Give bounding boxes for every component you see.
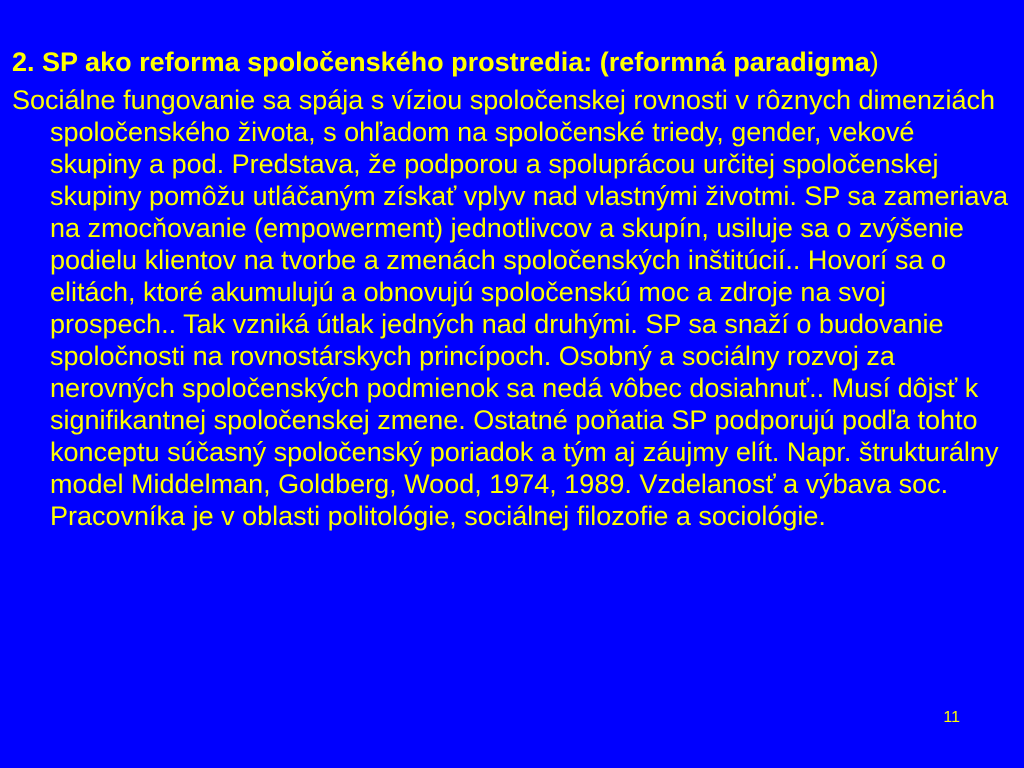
slide-heading [12, 46, 1012, 78]
slide-body-text: Sociálne fungovanie sa spája s víziou spoločenskej rovnosti v rôznych dimenziách spoločenského života, s ohľadom na spoločenské triedy, gender, vekové skupiny a pod. Predstava, že podporou a spoluprácou určitej spoločenskej skupiny pomôžu utláčaným získať vplyv nad vlastnými životmi. SP sa zameriava na zmocňovanie (empowerment) jednotlivcov a skupín, usiluje sa o zvýšenie podielu klientov na tvorbe a zmenách spoločenských inštitúcií.. Hovorí sa o elitách, ktoré akumulujú a obnovujú spoločenskú moc a zdroje na svoj prospech.. Tak vzniká útlak jedných nad druhými. SP sa snaží o budovanie spoločnosti na rovnostárskych princípoch. Osobný a sociálny rozvoj za nerovných spoločenských podmienok sa nedá vôbec dosiahnuť.. Musí dôjsť k signifikantnej spoločenskej zmene. Ostatné poňatia SP podporujú podľa tohto konceptu súčasný spoločenský poriadok a tým aj záujmy elít. Napr. štrukturálny model Middelman, Goldberg, Wood, 1974, 1989. Vzdelanosť a výbava soc. Pracovníka je v oblasti politológie, sociálnej filozofie a sociológie. [12, 85, 1008, 531]
slide-heading-closing-paren: ) [869, 47, 879, 77]
slide-content [12, 46, 1012, 532]
slide-heading-bold: 2. SP ako reforma spoločenského prostredia: (reformná paradigma [12, 47, 870, 77]
page-number: 11 [943, 709, 960, 726]
